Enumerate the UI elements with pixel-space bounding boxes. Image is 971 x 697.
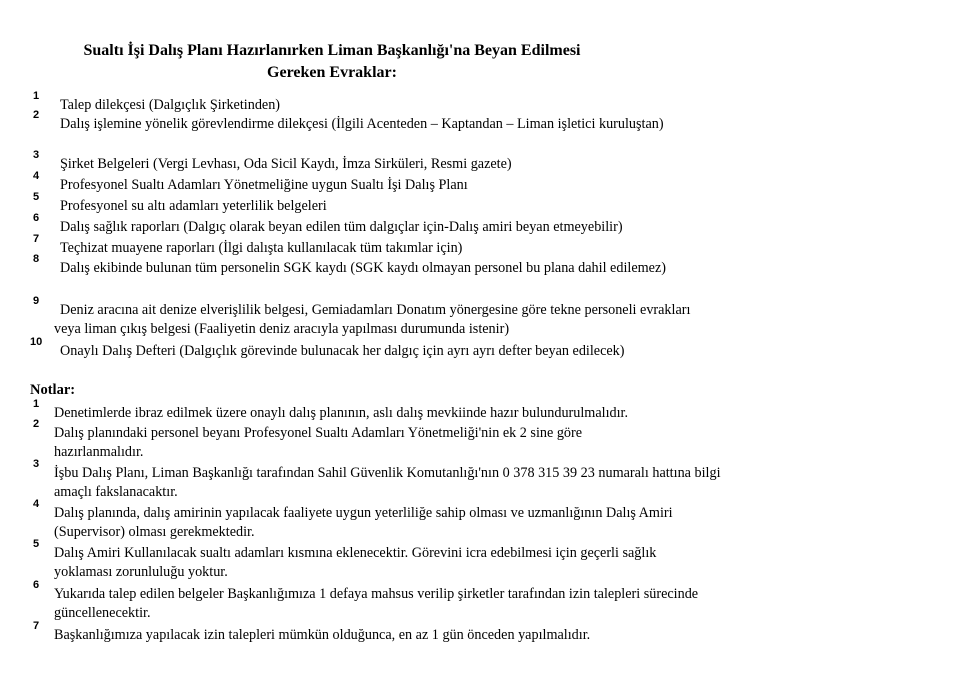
note-text: Yukarıda talep edilen belgeler Başkanlığımıza 1 defaya mahsus verilip şirketler tarafından izin talepleri sürecinde güncellenecektir.: [54, 586, 699, 621]
note-number: 7: [33, 620, 40, 632]
notes-heading: Notlar:: [30, 382, 76, 398]
requirement-text: Talep dilekçesi (Dalgıçlık Şirketinden): [60, 97, 281, 113]
note-text: İşbu Dalış Planı, Liman Başkanlığı tarafından Sahil Güvenlik Komutanlığı'nın 0 378 315 39 23 numaralı hattına bilgi amaçlı fakslanacaktır.: [54, 465, 721, 500]
requirement-text: Profesyonel su altı adamları yeterlilik belgeleri: [60, 198, 327, 214]
requirement-text: Şirket Belgeleri (Vergi Levhası, Oda Sicil Kaydı, İmza Sirküleri, Resmi gazete): [60, 156, 512, 172]
requirement-text: Profesyonel Sualtı Adamları Yönetmeliğine uygun Sualtı İşi Dalış Planı: [60, 177, 468, 193]
requirement-number: 5: [33, 191, 40, 203]
requirement-text: Dalış sağlık raporları (Dalgıç olarak beyan edilen tüm dalgıçlar için-Dalış amiri beyan etmeyebilir): [60, 219, 623, 235]
requirement-text: Deniz aracına ait denize elverişlilik belgesi, Gemiadamları Donatım yönergesine göre tekne personeli evrakları veya liman çıkış belgesi (Faaliyetin deniz aracıyla yapılması durumunda istenir): [54, 302, 691, 337]
note-number: 1: [33, 398, 40, 410]
requirement-text: Dalış ekibinde bulunan tüm personelin SGK kaydı (SGK kaydı olmayan personel bu plana dahil edilemez): [60, 260, 666, 276]
title-line-2: Gereken Evraklar:: [267, 64, 397, 81]
requirement-number: 1: [33, 90, 40, 102]
requirement-number: 4: [33, 170, 40, 182]
requirement-text: Dalış işlemine yönelik görevlendirme dilekçesi (İlgili Acenteden – Kaptandan – Liman işletici kuruluştan): [60, 116, 664, 132]
document-title: [20, 40, 644, 84]
requirement-number: 10: [30, 336, 43, 348]
note-text: Dalış Amiri Kullanılacak sualtı adamları kısmına eklenecektir. Görevini icra edebilmesi için geçerli sağlık yoklaması zorunluluğu yoktur.: [54, 545, 657, 580]
note-number: 2: [33, 418, 40, 430]
note-number: 6: [33, 579, 40, 591]
requirement-number: 2: [33, 109, 40, 121]
title-line-1: Sualtı İşi Dalış Planı Hazırlanırken Liman Başkanlığı'na Beyan Edilmesi: [83, 42, 581, 59]
note-number: 3: [33, 458, 40, 470]
note-text: Başkanlığımıza yapılacak izin talepleri mümkün olduğunca, en az 1 gün önceden yapılmalıdır.: [54, 627, 591, 643]
note-text: Dalış planında, dalış amirinin yapılacak faaliyete uygun yeterliliğe sahip olması ve uzmanlığının Dalış Amiri (Supervisor) olması gerekmektedir.: [54, 505, 673, 540]
requirement-number: 6: [33, 212, 40, 224]
note-text: Dalış planındaki personel beyanı Profesyonel Sualtı Adamları Yönetmeliği'nin ek 2 sine göre hazırlanmalıdır.: [54, 425, 583, 460]
note-number: 5: [33, 538, 40, 550]
requirement-text: Teçhizat muayene raporları (İlgi dalışta kullanılacak tüm takımlar için): [60, 240, 463, 256]
requirement-text: Onaylı Dalış Defteri (Dalgıçlık görevinde bulunacak her dalgıç için ayrı ayrı defter beyan edilecek): [60, 343, 625, 359]
requirement-number: 7: [33, 233, 40, 245]
note-text: Denetimlerde ibraz edilmek üzere onaylı dalış planının, aslı dalış mevkiinde hazır bulundurulmalıdır.: [54, 405, 629, 421]
requirement-number: 8: [33, 253, 40, 265]
requirement-number: 9: [33, 295, 40, 307]
requirement-number: 3: [33, 149, 40, 161]
note-number: 4: [33, 498, 40, 510]
